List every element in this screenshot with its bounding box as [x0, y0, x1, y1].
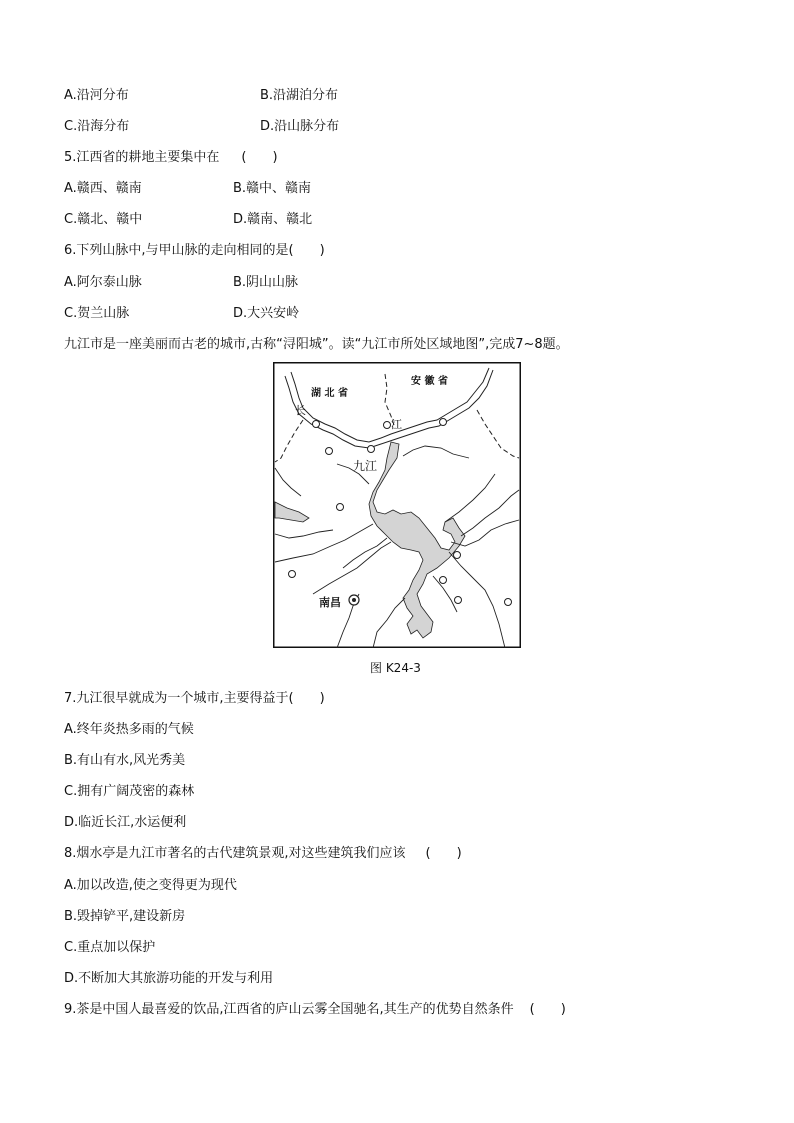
label-nanchang: 南昌 [319, 596, 341, 609]
q8-answer-paren: ( ) [425, 846, 462, 861]
q5-option-b: B.赣中、赣南 [233, 181, 312, 196]
label-jiujiang: 九江 [353, 459, 378, 473]
q6-answer-paren: ( ) [288, 243, 325, 258]
city-dot [440, 419, 447, 426]
q7-option-c: C.拥有广阔茂密的森林 [64, 784, 195, 799]
q7-option-b: B.有山有水,风光秀美 [64, 753, 186, 768]
label-jiang: 江 [391, 418, 402, 431]
q4-option-c: C.沿海分布 [64, 119, 130, 134]
q6-option-d: D.大兴安岭 [233, 306, 300, 321]
label-hubei: 湖 北 省 [311, 388, 348, 399]
q7-option-a: A.终年炎热多雨的气候 [64, 722, 194, 737]
q8-option-d: D.不断加大其旅游功能的开发与利用 [64, 971, 274, 986]
city-dot [384, 422, 391, 429]
q6-stem-text: 6.下列山脉中,与甲山脉的走向相同的是 [64, 243, 289, 258]
city-dot [454, 552, 461, 559]
q5-answer-paren: ( ) [241, 150, 278, 165]
q6-stem [64, 243, 325, 259]
map-caption: 图 K24-3 [370, 661, 421, 675]
city-dot [289, 571, 296, 578]
nanchang-marker-center [352, 598, 356, 602]
q8-option-a: A.加以改造,使之变得更为现代 [64, 878, 237, 893]
q7-option-d: D.临近长江,水运便利 [64, 815, 187, 830]
q5-stem [64, 150, 278, 166]
q7-stem-text: 7.九江很早就成为一个城市,主要得益于 [64, 691, 289, 706]
q9-stem [64, 1002, 566, 1018]
jiujiang-region-map [273, 362, 521, 648]
city-dot [313, 421, 320, 428]
q5-option-d: D.赣南、赣北 [233, 212, 313, 227]
city-dot [337, 504, 344, 511]
q6-option-a: A.阿尔泰山脉 [64, 275, 142, 290]
passage-intro: 九江市是一座美丽而古老的城市,古称“浔阳城”。读“九江市所处区域地图”,完成7~8题。 [64, 337, 569, 352]
city-dot [455, 597, 462, 604]
q4-option-a: A.沿河分布 [64, 88, 129, 103]
q8-stem [64, 846, 462, 862]
map-frame [274, 363, 521, 648]
q7-stem [64, 691, 325, 707]
q5-option-c: C.赣北、赣中 [64, 212, 143, 227]
q9-answer-paren: ( ) [529, 1002, 566, 1017]
q8-stem-text: 8.烟水亭是九江市著名的古代建筑景观,对这些建筑我们应该 [64, 846, 406, 861]
q4-option-d: D.沿山脉分布 [260, 119, 340, 134]
q5-stem-text: 5.江西省的耕地主要集中在 [64, 150, 220, 165]
q9-stem-text: 9.茶是中国人最喜爱的饮品,江西省的庐山云雾全国驰名,其生产的优势自然条件 [64, 1002, 514, 1017]
q8-option-c: C.重点加以保护 [64, 940, 156, 955]
city-dot [326, 448, 333, 455]
q6-option-c: C.贺兰山脉 [64, 306, 130, 321]
label-anhui: 安 徽 省 [411, 376, 448, 387]
q6-option-b: B.阴山山脉 [233, 275, 299, 290]
q4-option-b: B.沿湖泊分布 [260, 88, 339, 103]
city-dot [505, 599, 512, 606]
q8-option-b: B.毁掉铲平,建设新房 [64, 909, 186, 924]
q5-option-a: A.赣西、赣南 [64, 181, 142, 196]
city-dot [440, 577, 447, 584]
q7-answer-paren: ( ) [288, 691, 325, 706]
label-chang: 长 [295, 404, 306, 417]
city-dot [368, 446, 375, 453]
